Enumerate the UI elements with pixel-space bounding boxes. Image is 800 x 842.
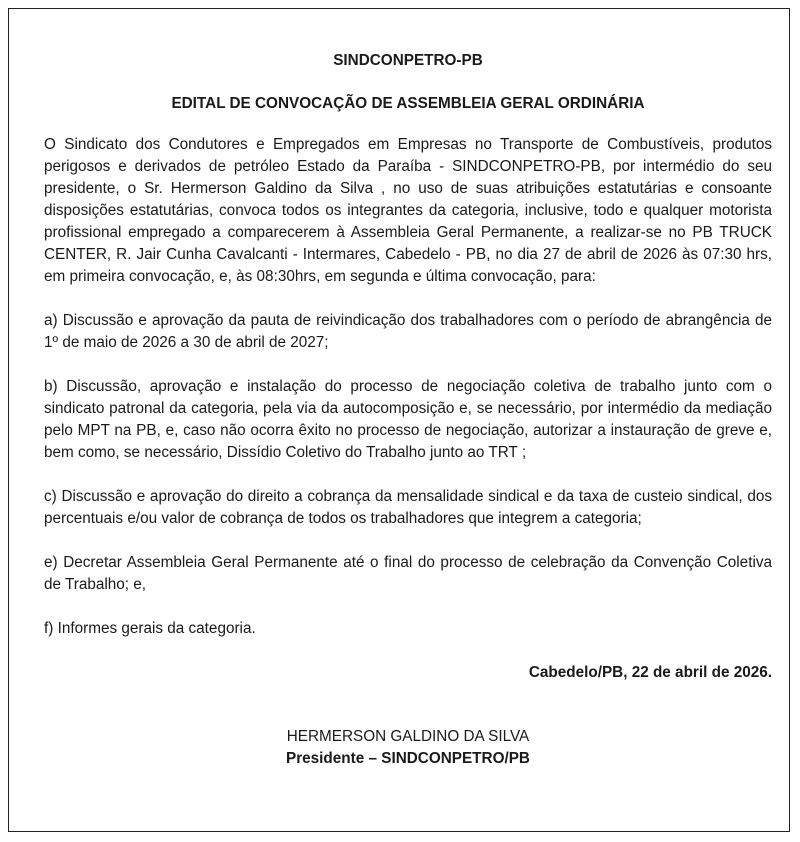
intro-paragraph: O Sindicato dos Condutores e Empregados em Empresas no Transporte de Combustíveis, produtos perigosos e derivados de petróleo Estado da Paraíba - SINDCONPETRO-PB, por intermédio do seu presidente, o Sr. Hermerson Galdino da Silva , no uso de suas atribuições estatutárias e consoante disposições estatutárias, convoca todos os integrantes da categoria, inclusive, todo e qualquer motorista profissional empregado a comparecerem à Assembleia Geral Permanente, a realizar-se no PB TRUCK CENTER, R. Jair Cunha Cavalcanti - Intermares, Cabedelo - PB, no dia 27 de abril de 2026 às 07:30 hrs, em primeira convocação, e, às 08:30hrs, em segunda e última convocação, para: [44, 136, 772, 285]
organization-name: SINDCONPETRO-PB [333, 52, 483, 69]
document-body [44, 50, 772, 770]
agenda-item-f: f) Informes gerais da categoria. [44, 620, 256, 637]
agenda-item-b: b) Discussão, aprovação e instalação do processo de negociação coletiva de trabalho junto com o sindicato patronal da categoria, pela via da autocomposição e, se necessário, por intermédio da mediação pelo MPT na PB, e, caso não ocorra êxito no processo de negociação, autorizar a instauração de greve e, bem como, se necessário, Dissídio Coletivo do Trabalho junto ao TRT ; [44, 378, 772, 461]
agenda-item-a: a) Discussão e aprovação da pauta de reivindicação dos trabalhadores com o período de abrangência de 1º de maio de 2026 a 30 de abril de 2027; [44, 312, 772, 351]
agenda-item-c: c) Discussão e aprovação do direito a cobrança da mensalidade sindical e da taxa de custeio sindical, dos percentuais e/ou valor de cobrança de todos os trabalhadores que integrem a categoria; [44, 488, 772, 527]
document-title: EDITAL DE CONVOCAÇÃO DE ASSEMBLEIA GERAL ORDINÁRIA [171, 95, 645, 112]
place-and-date: Cabedelo/PB, 22 de abril de 2026. [528, 664, 772, 681]
agenda-item-e: e) Decretar Assembleia Geral Permanente até o final do processo de celebração da Convenção Coletiva de Trabalho; e, [44, 554, 772, 593]
signatory-name: HERMERSON GALDINO DA SILVA [286, 728, 530, 745]
signatory-role: Presidente – SINDCONPETRO/PB [286, 750, 530, 767]
